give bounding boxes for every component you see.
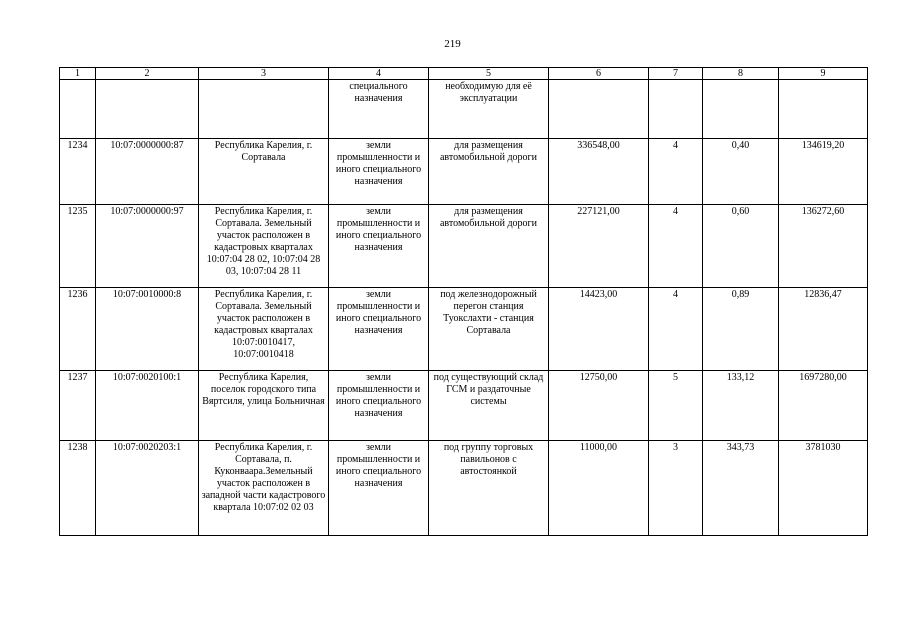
row-number-cell: 1236 — [60, 288, 96, 371]
column-9-cell: 3781030 — [779, 441, 868, 536]
column-number: 1 — [60, 68, 96, 80]
cadastral-number-cell: 10:07:0020203:1 — [96, 441, 199, 536]
land-category-cell: специального назначения — [329, 80, 429, 139]
column-8-cell: 0,60 — [703, 205, 779, 288]
column-number-row — [60, 68, 868, 80]
land-category-cell: земли промышленности и иного специального назначения — [329, 441, 429, 536]
column-number: 3 — [199, 68, 329, 80]
location-cell: Республика Карелия, г. Сортавала — [199, 139, 329, 205]
row-number-cell — [60, 80, 96, 139]
column-number: 2 — [96, 68, 199, 80]
column-number: 9 — [779, 68, 868, 80]
land-category-cell: земли промышленности и иного специального назначения — [329, 371, 429, 441]
land-category-cell: земли промышленности и иного специального назначения — [329, 205, 429, 288]
column-7-cell: 4 — [649, 288, 703, 371]
row-number-cell: 1234 — [60, 139, 96, 205]
column-number: 8 — [703, 68, 779, 80]
column-7-cell — [649, 80, 703, 139]
column-9-cell: 1697280,00 — [779, 371, 868, 441]
cadastral-number-cell: 10:07:0000000:97 — [96, 205, 199, 288]
area-cell: 227121,00 — [549, 205, 649, 288]
column-9-cell: 12836,47 — [779, 288, 868, 371]
column-9-cell: 134619,20 — [779, 139, 868, 205]
area-cell: 11000,00 — [549, 441, 649, 536]
table-row — [60, 441, 868, 536]
column-number: 5 — [429, 68, 549, 80]
column-8-cell: 343,73 — [703, 441, 779, 536]
permitted-use-cell: для размещения автомобильной дороги — [429, 205, 549, 288]
row-number-cell: 1238 — [60, 441, 96, 536]
column-7-cell: 5 — [649, 371, 703, 441]
area-cell: 12750,00 — [549, 371, 649, 441]
cadastral-number-cell — [96, 80, 199, 139]
cadastral-number-cell: 10:07:0000000:87 — [96, 139, 199, 205]
table-row — [60, 205, 868, 288]
area-cell: 336548,00 — [549, 139, 649, 205]
continuation-row — [60, 80, 868, 139]
row-number-cell: 1235 — [60, 205, 96, 288]
land-plots-table — [59, 67, 868, 536]
cadastral-number-cell: 10:07:0020100:1 — [96, 371, 199, 441]
permitted-use-cell: под существующий склад ГСМ и раздаточные системы — [429, 371, 549, 441]
land-category-cell: земли промышленности и иного специального назначения — [329, 139, 429, 205]
land-category-cell: земли промышленности и иного специального назначения — [329, 288, 429, 371]
table-row — [60, 371, 868, 441]
table-row — [60, 139, 868, 205]
area-cell — [549, 80, 649, 139]
cadastral-number-cell: 10:07:0010000:8 — [96, 288, 199, 371]
permitted-use-cell: необходимую для её эксплуатации — [429, 80, 549, 139]
location-cell: Республика Карелия, г. Сортавала. Земельный участок расположен в кадастровых кварталах 10:07:0010417, 10:07:0010418 — [199, 288, 329, 371]
column-8-cell: 133,12 — [703, 371, 779, 441]
column-8-cell: 0,89 — [703, 288, 779, 371]
column-7-cell: 3 — [649, 441, 703, 536]
table-row — [60, 288, 868, 371]
location-cell — [199, 80, 329, 139]
column-9-cell — [779, 80, 868, 139]
column-9-cell: 136272,60 — [779, 205, 868, 288]
column-7-cell: 4 — [649, 205, 703, 288]
permitted-use-cell: для размещения автомобильной дороги — [429, 139, 549, 205]
column-number: 4 — [329, 68, 429, 80]
permitted-use-cell: под группу торговых павильонов с автостоянкой — [429, 441, 549, 536]
column-number: 6 — [549, 68, 649, 80]
column-8-cell: 0,40 — [703, 139, 779, 205]
column-8-cell — [703, 80, 779, 139]
permitted-use-cell: под железнодорожный перегон станция Туокслахти - станция Сортавала — [429, 288, 549, 371]
column-7-cell: 4 — [649, 139, 703, 205]
location-cell: Республика Карелия, г. Сортавала. Земельный участок расположен в кадастровых кварталах 10:07:04 28 02, 10:07:04 28 03, 10:07:04 28 11 — [199, 205, 329, 288]
column-number: 7 — [649, 68, 703, 80]
location-cell: Республика Карелия, поселок городского типа Вяртсиля, улица Больничная — [199, 371, 329, 441]
page-number: 219 — [444, 38, 461, 50]
area-cell: 14423,00 — [549, 288, 649, 371]
row-number-cell: 1237 — [60, 371, 96, 441]
location-cell: Республика Карелия, г. Сортавала, п. Куконваара.Земельный участок расположен в западной части кадастрового квартала 10:07:02 02 03 — [199, 441, 329, 536]
